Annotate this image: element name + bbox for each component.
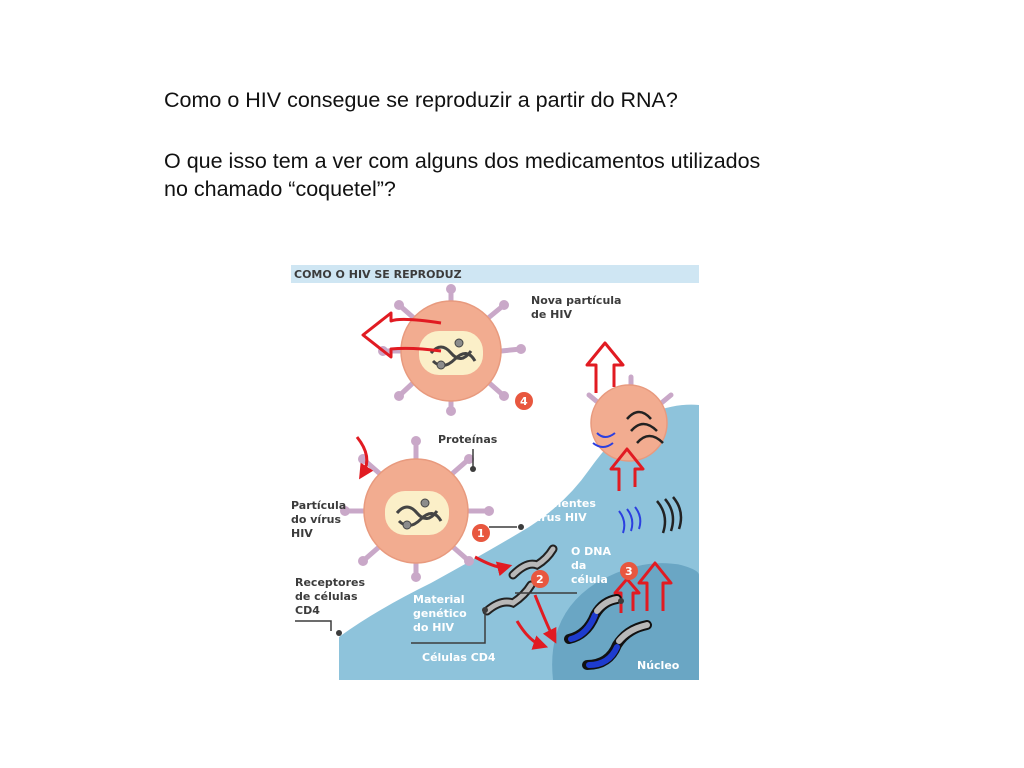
- label-material-3: do HIV: [413, 621, 455, 634]
- label-componentes-1: Componentes: [511, 497, 596, 510]
- label-dna-3: célula: [571, 573, 608, 586]
- label-nova-particula-2: de HIV: [531, 308, 572, 321]
- hiv-reproduction-diagram: [291, 265, 699, 680]
- label-receptores-2: de células: [295, 590, 358, 603]
- step-4-number: 4: [520, 395, 528, 408]
- question-2: [164, 147, 760, 203]
- new-hiv-particle: [378, 284, 526, 416]
- question-1: Como o HIV consegue se reproduzir a partir do RNA?: [164, 88, 678, 112]
- label-proteinas: Proteínas: [438, 433, 498, 446]
- label-material-1: Material: [413, 593, 465, 606]
- step-3-number: 3: [625, 565, 633, 578]
- label-particula-3: HIV: [291, 527, 313, 540]
- step-1-number: 1: [477, 527, 485, 540]
- figure-title: COMO O HIV SE REPRODUZ: [294, 268, 462, 281]
- label-nova-particula-1: Nova partícula: [531, 294, 622, 307]
- label-componentes-2: do vírus HIV: [511, 511, 587, 524]
- step-2-number: 2: [536, 573, 544, 586]
- label-receptores-1: Receptores: [295, 576, 366, 589]
- label-particula-1: Partícula: [291, 499, 347, 512]
- label-dna-1: O DNA: [571, 545, 612, 558]
- hiv-particle: [340, 436, 494, 582]
- label-dna-2: da: [571, 559, 587, 572]
- question-2-line-1: O que isso tem a ver com alguns dos medicamentos utilizados: [164, 149, 761, 173]
- label-material-2: genético: [413, 607, 467, 620]
- label-nucleo: Núcleo: [637, 659, 680, 672]
- label-celulas-cd4: Células CD4: [422, 651, 496, 664]
- label-particula-2: do vírus: [291, 513, 342, 526]
- question-2-line-2: no chamado “coquetel”?: [164, 177, 396, 201]
- label-receptores-3: CD4: [295, 604, 320, 617]
